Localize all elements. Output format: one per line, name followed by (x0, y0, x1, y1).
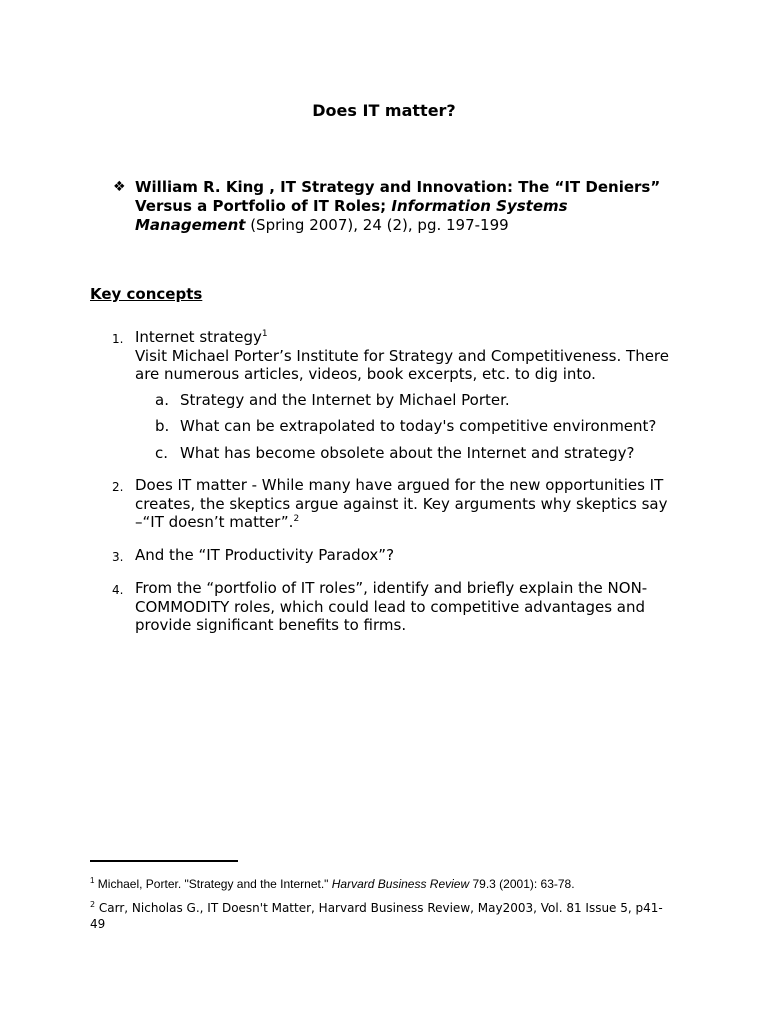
list-number: 2. (112, 480, 124, 494)
citation-author-title: William R. King , IT Strategy and Innovation: The “IT Deniers” Versus a Portfolio of IT Roles; (135, 178, 661, 215)
citation-details: (Spring 2007), 24 (2), pg. 197-199 (245, 216, 509, 234)
footnote-reference: 1 (261, 329, 268, 339)
citation-bullet-item (113, 178, 673, 235)
list-item-title: Internet strategy$^1$ (135, 328, 268, 346)
list-item-4 (90, 579, 680, 635)
sub-list (135, 391, 680, 463)
list-item-1 (90, 328, 680, 470)
sub-list-text: Strategy and the Internet by Michael Porter. (180, 390, 510, 409)
sub-list-letter: c. (155, 443, 169, 462)
footnote-marker: 1 (90, 876, 95, 885)
footnote-2: $^2$ Carr, Nicholas G., IT Doesn't Matter, Harvard Business Review, May2003, Vol. 81 Issue 5, p41-49 (90, 900, 663, 931)
footnote-reference: 2 (293, 514, 300, 524)
sub-list-text: What has become obsolete about the Internet and strategy? (180, 443, 635, 462)
sub-list-letter: a. (155, 390, 169, 409)
diamond-bullet-icon: ❖ (113, 179, 126, 195)
list-item-2 (90, 476, 680, 532)
list-number: 1. (112, 332, 124, 346)
list-item-text: From the “portfolio of IT roles”, identify and briefly explain the NON-COMMODITY roles, which could lead to competitive advantages and provide significant benefits to firms. (135, 579, 648, 634)
list-number: 4. (112, 583, 124, 597)
footnote-separator (90, 860, 238, 862)
sub-list-text: What can be extrapolated to today's competitive environment? (180, 417, 657, 435)
list-item-body: Visit Michael Porter’s Institute for Strategy and Competitiveness. There are numerous articles, videos, book excerpts, etc. to dig into. (135, 346, 669, 383)
footnote-marker: 2 (90, 900, 96, 909)
citation-text (135, 178, 673, 235)
section-heading-key-concepts: Key concepts (90, 285, 203, 303)
list-number: 3. (112, 550, 124, 564)
list-item-text: Does IT matter - While many have argued for the new opportunities IT creates, the skeptics argue against it. Key arguments why skeptics say –“IT doesn’t matter”.$^2$ (135, 476, 668, 531)
list-item-3 (90, 546, 680, 565)
document-title: Does IT matter? (312, 101, 456, 120)
sub-list-item (155, 417, 680, 436)
list-item-text: And the “IT Productivity Paradox”? (135, 546, 395, 564)
sub-list-item (155, 444, 680, 463)
sub-list-letter: b. (155, 417, 170, 435)
footnote-journal: Harvard Business Review (331, 877, 470, 891)
citation-journal: Information Systems Management (135, 197, 568, 234)
sub-list-item (155, 391, 680, 410)
footnote-1: $^1$ Michael, Porter. "Strategy and the Internet." Harvard Business Review 79.3 (2001): 63-78. (90, 876, 575, 891)
